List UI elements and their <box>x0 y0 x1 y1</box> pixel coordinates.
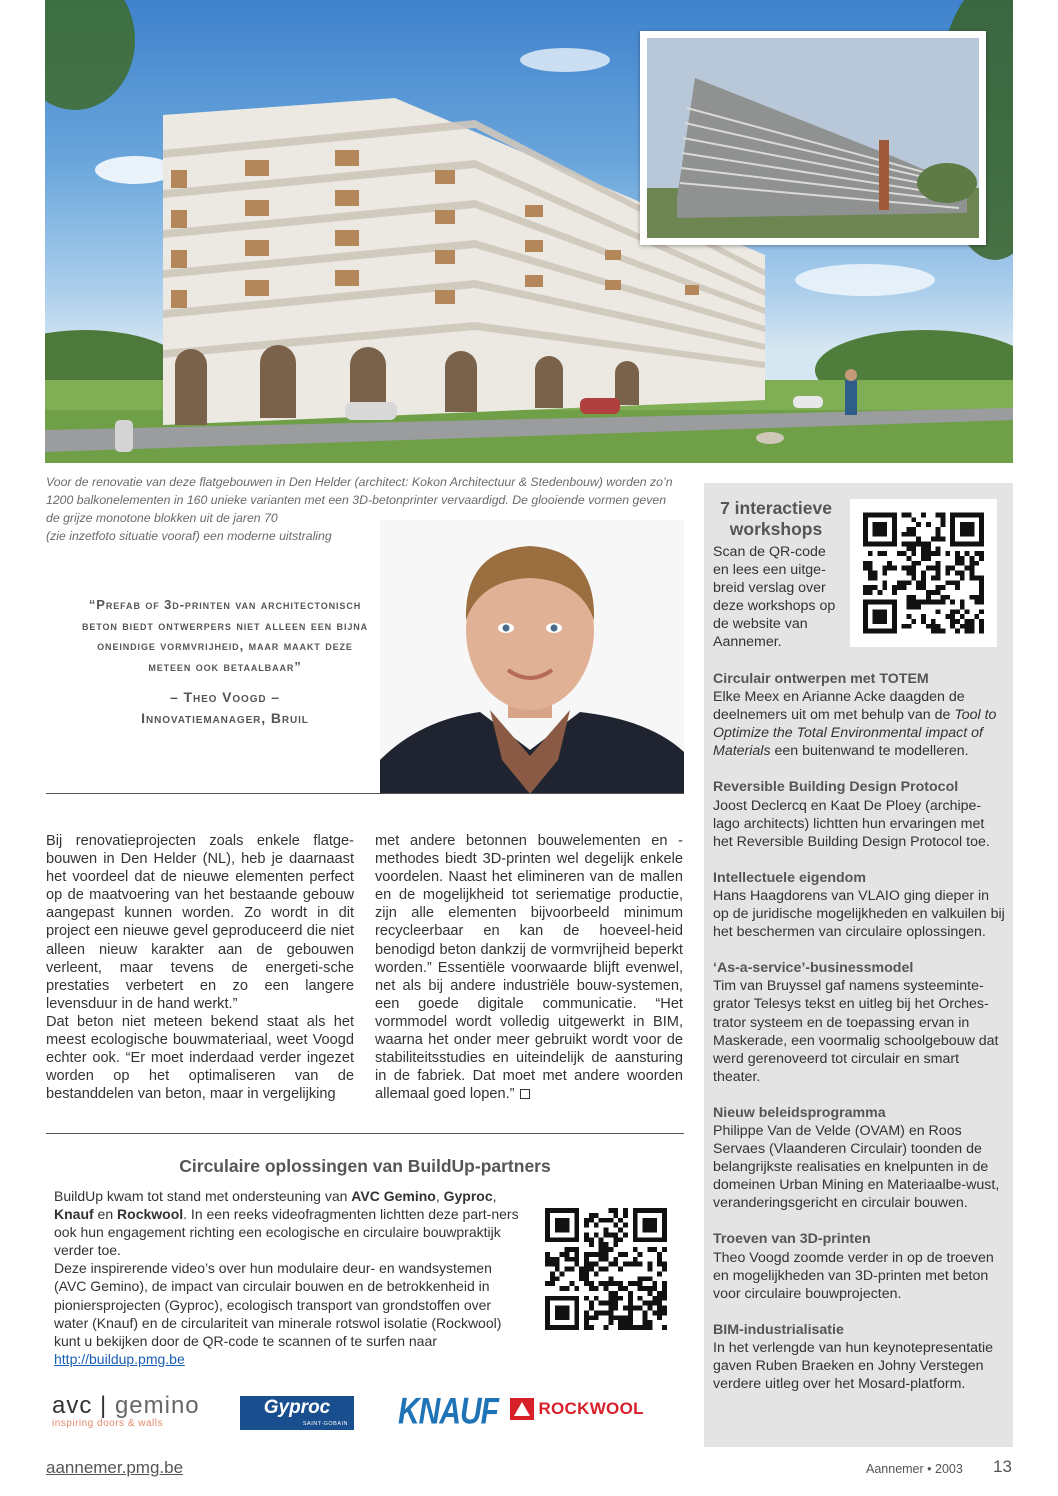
gyproc-logo-subtext: SAINT-GOBAIN <box>302 1421 348 1427</box>
article-paragraph-text: met andere betonnen bouwelementen en -methodes biedt 3D-printen wel degelijk enkele voordelen. Naast het elimineren van de mallen en de mogelijkheid tot seriematige productie, zijn alle elementen bijvoorbeeld minimum recycleerbaar en kan de hoeveel-heid benodigd beton dankzij de vormvrijheid beperkt worden.” Essentiële voorwaarde blijft evenwel, net als bij andere industriële bouw-systemen, een goede digitale communicatie. “Het vormmodel wordt volledig uitgewerkt in BIM, waarna het onder meer gebruikt wordt voor de stabiliteitsstudies en uiteindelijk de aansturing in de fabriek. Dat moet met andere woorden allemaal goed lopen.” <box>375 833 683 1103</box>
workshop-text: Hans Haagdorens van VLAIO ging dieper in op de juridische mogelijkheden en valkuilen bij het beschermen van circulaire oplossingen. <box>713 887 1005 941</box>
workshop-text: Elke Meex en Arianne Acke daagden de deelnemers uit om met behulp van de Tool to Optimize the Total Environmental impact of Materials een buitenwand te modelleren. <box>713 689 997 760</box>
partners-paragraph: Deze inspirerende video’s over hun modulaire deur- en wandsystemen (AVC Gemino), de impact van circulair bouwen en de betrokkenheid in pioniersprojecten (Gyproc), ecologisch transport van grondstoffen over water (Knauf) en de circulariteit van minerale rotswol isolatie (Rockwool) kunt u bekijken door de QR-code te scannen of te surfen naar http://buildup.pmg.be <box>54 1260 502 1367</box>
page-number: 13 <box>993 1457 1012 1476</box>
article-body <box>46 832 684 1102</box>
original-building-photo <box>647 38 979 238</box>
quote-attribution <box>75 687 375 728</box>
partners-paragraph: BuildUp kwam tot stand met ondersteuning van AVC Gemino, Gyproc, Knauf en Rockwool. In een reeks videofragmenten lichtten deze part-ners ook hun engagement richting een ecologische en circulaire bouwpraktijk verder toe. <box>54 1188 519 1259</box>
quote-text: “Prefab of 3d-printen van architectonisch beton biedt ontwerpers niet alleen een bijna oneindige vormvrijheid, maar maakt deze meteen ook betaalbaar” <box>81 597 369 674</box>
workshop-list <box>713 670 1005 1411</box>
knauf-logo-text: KNAUF <box>398 1390 498 1432</box>
workshop-text: Tim van Bruyssel gaf namens systeeminte-grator Telesys tekst en uitleg bij het Orches-trator systeem en de toepassing ervan in Maskerade, een voormalig schoolgebouw dat werd gerenoveerd tot circulair en smart theater. <box>713 978 999 1085</box>
workshop-title: BIM-industrialisatie <box>713 1321 844 1338</box>
rockwool-logo <box>510 1398 670 1446</box>
rockwool-logo-icon <box>510 1398 534 1420</box>
workshop-title: Troeven van 3D-printen <box>713 1231 871 1248</box>
partners-qr-code[interactable] <box>545 1208 667 1330</box>
buildup-link[interactable]: http://buildup.pmg.be <box>54 1350 185 1367</box>
partner-knauf: Knauf <box>54 1206 94 1223</box>
avc-logo-brand: gemino <box>114 1392 200 1419</box>
article-column-left <box>46 832 354 1103</box>
theo-voogd-portrait <box>380 520 684 794</box>
workshops-qr-code[interactable] <box>863 512 984 634</box>
knauf-logo <box>398 1390 498 1438</box>
article-paragraph <box>375 832 683 1103</box>
partner-rockwool: Rockwool <box>117 1206 184 1223</box>
sidebar-scan-text: Scan de QR-code en lees een uitge-breid verslag over deze workshops op de website van Aannemer. <box>713 544 836 651</box>
portrait-photo <box>380 520 684 794</box>
article-paragraph: Bij renovatieprojecten zoals enkele flatge-bouwen in Den Helder (NL), heb je daarnaast het voordeel dat de nieuwe elementen perfect op de maatvoering van het bestaande gebouw aangepast kunnen worden. Zo wordt in dit project een nieuwe gevel geproduceerd die niet alleen nieuw karakter aan de gebouwen verleent, maar tevens de energeti-sche prestaties verbetert en zo een langere levensduur in de hand werkt.” <box>46 833 354 1012</box>
partners-text <box>54 1187 519 1368</box>
workshop-title: ‘As-a-service’-businessmodel <box>713 960 914 977</box>
workshop-item <box>713 1230 1005 1302</box>
article-paragraph: Dat beton niet meteen bekend staat als het meest ecologische bouwmateriaal, weet Voogd echter ook. “Er moet inderdaad verder ingezet worden op het optimaliseren van de bestanddelen van beton, maar in vergelijking <box>46 1013 354 1103</box>
workshop-title: Intellectuele eigendom <box>713 869 866 886</box>
footer-issue: Aannemer • 2003 <box>866 1462 963 1476</box>
end-of-article-icon <box>520 1089 530 1099</box>
hero-photo <box>45 0 1013 463</box>
partner-avc: AVC Gemino <box>351 1188 436 1204</box>
workshop-item <box>713 959 1005 1086</box>
workshops-sidebar <box>704 483 1013 1447</box>
partner-logos <box>46 1388 684 1438</box>
workshop-text: In het verlengde van hun keynotepresentatie gaven Ruben Braeken en Johny Verstegen verdere uitleg over het Mosard-platform. <box>713 1339 994 1393</box>
avc-logo-tagline: inspiring doors & walls <box>52 1418 163 1429</box>
caption-second-line: (zie inzetfoto situatie vooraf) een moderne uitstraling <box>46 529 332 543</box>
workshop-item <box>713 1321 1005 1393</box>
workshop-item <box>713 869 1005 941</box>
quote-role: Innovatiemanager, Bruil <box>141 709 309 726</box>
workshop-text: Philippe Van de Velde (OVAM) en Roos Servaes (Vlaanderen Circulair) toonden de belangrijkste realisaties en knelpunten in de domeinen Urban Mining en Materiaalbe-wust, veranderingsgericht en circulair bouwen. <box>713 1122 1000 1212</box>
partner-gyproc: Gyproc <box>443 1188 493 1204</box>
gyproc-logo <box>240 1396 354 1430</box>
workshop-item <box>713 778 1005 850</box>
caption-main: Voor de renovatie van deze flatgebouwen in Den Helder (architect: Kokon Architectuur & Stedenbouw) worden zo’n 1200 balkonelementen in 160 unieke varianten met een 3D-betonprinter vervaardigd. De glooiende vormen geven de grijze monotone blokken uit de jaren 70 <box>46 475 673 525</box>
workshops-qr-container[interactable] <box>850 499 997 647</box>
gyproc-logo-text: Gyproc <box>263 1397 331 1418</box>
workshop-text: Joost Declercq en Kaat De Ploey (archipe-lago architects) lichtten hun ervaringen met het Reversible Building Design Protocol toe. <box>713 797 990 850</box>
avc-gemino-logo: avc | gemino inspiring doors & walls <box>52 1388 212 1436</box>
partners-heading: Circulaire oplossingen van BuildUp-partners <box>179 1156 551 1176</box>
workshop-title: Circulair ontwerpen met TOTEM <box>713 671 929 687</box>
sidebar-title: 7 interactieve workshops <box>720 498 832 539</box>
pull-quote <box>75 595 375 728</box>
rockwool-logo-text: ROCKWOOL <box>538 1399 644 1418</box>
workshop-item <box>713 1104 1005 1213</box>
inset-photo-before <box>640 31 986 245</box>
workshop-title: Reversible Building Design Protocol <box>713 779 959 796</box>
workshop-item <box>713 670 1005 760</box>
article-column-right <box>375 832 683 1103</box>
footer-website-link[interactable]: aannemer.pmg.be <box>46 1458 184 1477</box>
section-divider <box>46 793 684 794</box>
avc-logo-main: avc <box>52 1392 93 1419</box>
workshop-title: Nieuw beleidsprogramma <box>713 1104 886 1121</box>
workshop-text: Theo Voogd zoomde verder in op de troeven en mogelijkheden van 3D-printen met beton voor circulaire bouwprojecten. <box>713 1249 994 1302</box>
quote-author: – Theo Voogd – <box>170 689 280 705</box>
section-divider <box>46 1133 684 1134</box>
